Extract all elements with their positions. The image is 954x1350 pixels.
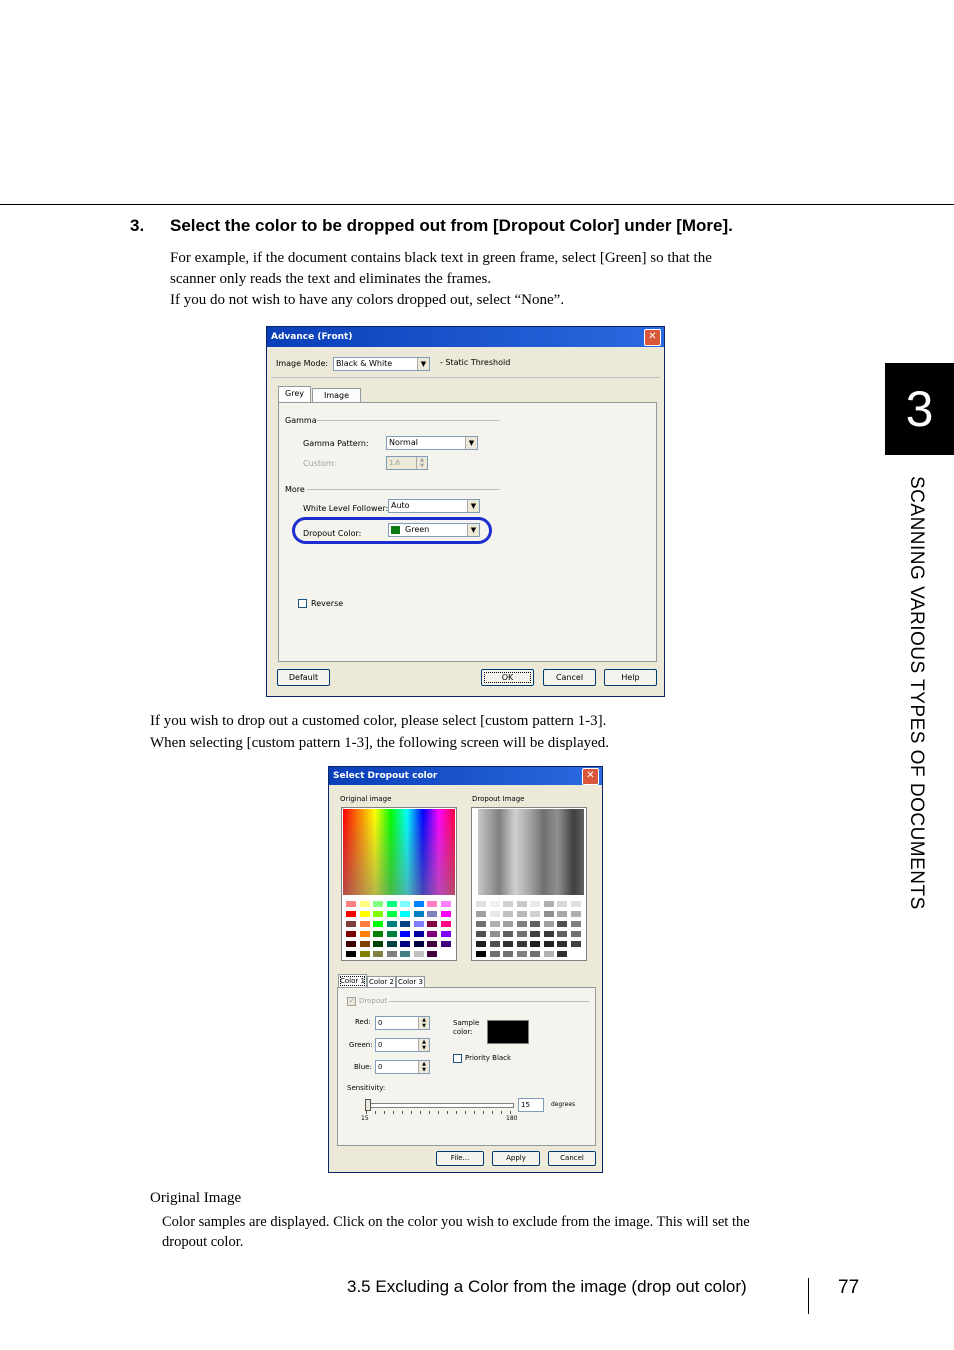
- color-swatch[interactable]: [414, 921, 424, 927]
- color-swatch[interactable]: [441, 941, 451, 947]
- color-swatch[interactable]: [414, 901, 424, 907]
- group-line: [389, 1001, 589, 1002]
- color-swatch: [557, 931, 567, 937]
- color-swatch: [557, 911, 567, 917]
- color-swatch: [544, 921, 554, 927]
- chevron-down-icon: ▼: [467, 524, 479, 536]
- color-swatch[interactable]: [346, 951, 356, 957]
- caption-line-2: dropout color.: [162, 1234, 244, 1250]
- color-swatch: [544, 901, 554, 907]
- color-swatch[interactable]: [387, 931, 397, 937]
- color-swatch[interactable]: [414, 931, 424, 937]
- advance-dialog-titlebar: Advance (Front): [267, 327, 664, 347]
- color-swatch[interactable]: [441, 921, 451, 927]
- color-swatch[interactable]: [400, 941, 410, 947]
- green-swatch-icon: [391, 526, 400, 534]
- custom-label: Custom:: [303, 459, 337, 468]
- green-label: Green:: [349, 1041, 373, 1049]
- color-swatch[interactable]: [346, 901, 356, 907]
- original-image-label: Original image: [340, 795, 392, 803]
- custom-spinner: [386, 456, 428, 470]
- color-swatch[interactable]: [373, 921, 383, 927]
- color-swatch[interactable]: [427, 931, 437, 937]
- static-threshold-text: - Static Threshold: [440, 358, 511, 367]
- chevron-down-icon: ▼: [417, 358, 429, 370]
- color-swatch[interactable]: [414, 941, 424, 947]
- ok-button[interactable]: OK: [481, 669, 534, 686]
- color-swatch: [490, 921, 500, 927]
- color-swatch: [503, 941, 513, 947]
- color-swatch[interactable]: [400, 951, 410, 957]
- color-swatch[interactable]: [427, 921, 437, 927]
- gamma-pattern-value: Normal: [389, 438, 418, 447]
- color-swatch: [557, 901, 567, 907]
- sensitivity-min: 15: [361, 1115, 369, 1122]
- color-swatch[interactable]: [400, 901, 410, 907]
- sample-color-label: Sample color:: [453, 1019, 480, 1036]
- color-swatch[interactable]: [360, 931, 370, 937]
- color-swatch: [530, 951, 540, 957]
- color-swatch[interactable]: [427, 911, 437, 917]
- color-swatch[interactable]: [441, 951, 451, 957]
- color-swatch[interactable]: [400, 921, 410, 927]
- priority-black-checkbox[interactable]: [453, 1054, 462, 1063]
- color-swatch: [571, 901, 581, 907]
- color-swatch: [571, 931, 581, 937]
- spinner-arrows-icon: ▲ ▼: [416, 457, 427, 469]
- spinner-arrows-icon[interactable]: ▲ ▼: [418, 1039, 429, 1051]
- green-spinner[interactable]: [375, 1038, 430, 1052]
- color-swatch[interactable]: [360, 951, 370, 957]
- header-rule: [0, 204, 954, 205]
- tab-color-1[interactable]: Color 1: [338, 974, 367, 988]
- color-swatch: [490, 931, 500, 937]
- color-swatch[interactable]: [414, 951, 424, 957]
- degrees-label: degrees: [551, 1101, 576, 1108]
- color-swatch: [490, 941, 500, 947]
- page-number: 77: [838, 1277, 860, 1298]
- color-sample-grid[interactable]: [343, 898, 455, 958]
- color-swatch: [517, 911, 527, 917]
- color-swatch[interactable]: [387, 901, 397, 907]
- color-swatch: [490, 901, 500, 907]
- priority-black-label: Priority Black: [465, 1054, 512, 1062]
- color-swatch: [476, 951, 486, 957]
- color-swatch: [517, 951, 527, 957]
- color-swatch: [544, 911, 554, 917]
- cancel-button[interactable]: Cancel: [543, 669, 596, 686]
- color-swatch: [571, 921, 581, 927]
- color-swatch[interactable]: [387, 921, 397, 927]
- gamma-pattern-select[interactable]: [386, 436, 478, 450]
- dropout-image-panel: [471, 807, 587, 961]
- blue-label: Blue:: [354, 1063, 372, 1071]
- help-button[interactable]: Help: [604, 669, 657, 686]
- color-swatch: [517, 931, 527, 937]
- dropout-color-value: Green: [405, 525, 430, 534]
- middle-line-2: When selecting [custom pattern 1-3], the following screen will be displayed.: [150, 735, 610, 751]
- reverse-checkbox[interactable]: [298, 599, 307, 608]
- color-swatch[interactable]: [373, 901, 383, 907]
- chevron-down-icon: ▼: [467, 500, 479, 512]
- color-swatch: [544, 941, 554, 947]
- color-swatch: [571, 951, 581, 957]
- group-line: [317, 420, 500, 421]
- spinner-arrows-icon[interactable]: ▲ ▼: [418, 1061, 429, 1073]
- tab-color-2[interactable]: Color 2: [367, 976, 396, 988]
- color-swatch: [476, 931, 486, 937]
- close-icon[interactable]: ✕: [582, 768, 599, 785]
- footer-divider: [808, 1278, 809, 1314]
- color-swatch[interactable]: [414, 911, 424, 917]
- image-mode-label: Image Mode:: [276, 359, 329, 368]
- caption-heading: Original Image: [150, 1190, 242, 1206]
- chevron-down-icon: ▼: [465, 437, 477, 449]
- color-swatch: [476, 911, 486, 917]
- color-swatch[interactable]: [441, 931, 451, 937]
- color-swatch[interactable]: [360, 911, 370, 917]
- color-swatch[interactable]: [387, 941, 397, 947]
- color-swatch[interactable]: [346, 941, 356, 947]
- intro-line-2: scanner only reads the text and eliminates the frames.: [170, 271, 492, 287]
- color-swatch: [490, 911, 500, 917]
- gamma-group-label: Gamma: [285, 416, 317, 425]
- color-swatch[interactable]: [346, 911, 356, 917]
- color-swatch: [476, 901, 486, 907]
- color-swatch[interactable]: [373, 911, 383, 917]
- color-swatch: [517, 921, 527, 927]
- color-spectrum[interactable]: [343, 809, 455, 895]
- color-swatch: [530, 931, 540, 937]
- select-dropout-dialog: [328, 766, 603, 1173]
- custom-value: 1.6: [389, 459, 401, 467]
- chapter-tab: 3: [885, 363, 954, 455]
- color-swatch: [544, 931, 554, 937]
- grey-spectrum: [478, 809, 584, 895]
- white-level-select[interactable]: [388, 499, 480, 513]
- grey-sample-grid: [473, 898, 585, 958]
- group-line: [307, 489, 500, 490]
- color-swatch: [503, 951, 513, 957]
- color-swatch: [490, 951, 500, 957]
- red-value: 0: [378, 1019, 383, 1027]
- intro-line-1: For example, if the document contains black text in green frame, select [Green] so that the: [170, 250, 712, 266]
- slider-ticks: [366, 1111, 512, 1114]
- color-swatch[interactable]: [427, 901, 437, 907]
- step-number: 3.: [130, 216, 145, 235]
- original-image-panel[interactable]: [341, 807, 457, 961]
- image-mode-select[interactable]: [333, 357, 430, 371]
- caption-line-1: Color samples are displayed. Click on the color you wish to exclude from the image. This will set the: [162, 1214, 750, 1230]
- color-swatch[interactable]: [441, 901, 451, 907]
- blue-value: 0: [378, 1063, 383, 1071]
- color-swatch: [557, 921, 567, 927]
- color-swatch: [571, 941, 581, 947]
- default-button[interactable]: Default: [277, 669, 330, 686]
- red-spinner[interactable]: [375, 1016, 430, 1030]
- image-mode-value: Black & White: [336, 359, 393, 368]
- color-swatch: [530, 911, 540, 917]
- footer-section: 3.5 Excluding a Color from the image (drop out color): [347, 1277, 747, 1296]
- dropout-checkbox: ✓: [348, 997, 355, 1005]
- dropout-color-select[interactable]: [388, 523, 480, 537]
- red-label: Red:: [355, 1018, 371, 1026]
- advance-dialog: [266, 326, 665, 697]
- color-swatch: [530, 941, 540, 947]
- dropout-check-label: Dropout: [359, 997, 388, 1005]
- color-swatch[interactable]: [360, 901, 370, 907]
- sensitivity-value: 15: [521, 1101, 530, 1109]
- tab-color-3[interactable]: Color 3: [396, 976, 425, 988]
- color-swatch[interactable]: [400, 931, 410, 937]
- color-swatch: [503, 931, 513, 937]
- color-swatch[interactable]: [346, 931, 356, 937]
- color-swatch[interactable]: [373, 941, 383, 947]
- color-swatch: [557, 951, 567, 957]
- color-swatch: [503, 921, 513, 927]
- sample-color-box: [487, 1020, 529, 1044]
- sensitivity-slider-track[interactable]: [366, 1103, 514, 1108]
- chapter-title: SCANNING VARIOUS TYPES OF DOCUMENTS: [906, 476, 927, 910]
- sensitivity-max: 180: [506, 1115, 518, 1122]
- color-swatch: [517, 901, 527, 907]
- color-swatch[interactable]: [427, 951, 437, 957]
- spinner-arrows-icon[interactable]: ▲ ▼: [418, 1017, 429, 1029]
- color-swatch[interactable]: [387, 951, 397, 957]
- color-swatch[interactable]: [373, 951, 383, 957]
- color-swatch[interactable]: [360, 941, 370, 947]
- middle-line-1: If you wish to drop out a customed color, please select [custom pattern 1-3].: [150, 713, 607, 729]
- divider: [271, 377, 660, 378]
- apply-button[interactable]: Apply: [492, 1151, 540, 1166]
- tab-image-filter[interactable]: Image: [312, 388, 361, 403]
- intro-line-3: If you do not wish to have any colors dropped out, select “None”.: [170, 292, 565, 308]
- color-swatch: [530, 921, 540, 927]
- green-value: 0: [378, 1041, 383, 1049]
- color-swatch: [503, 901, 513, 907]
- dropout-color-label: Dropout Color:: [303, 529, 362, 538]
- sensitivity-input[interactable]: [518, 1098, 544, 1112]
- color-swatch: [503, 911, 513, 917]
- color-swatch: [557, 941, 567, 947]
- dropout-image-label: Dropout Image: [472, 795, 525, 803]
- color-swatch[interactable]: [346, 921, 356, 927]
- reverse-label: Reverse: [311, 599, 344, 608]
- color-swatch[interactable]: [441, 911, 451, 917]
- color-swatch: [544, 951, 554, 957]
- color-swatch[interactable]: [373, 931, 383, 937]
- step-heading: Select the color to be dropped out from [Dropout Color] under [More].: [170, 216, 733, 235]
- cancel-button[interactable]: Cancel: [548, 1151, 596, 1166]
- color-swatch: [571, 911, 581, 917]
- gamma-pattern-label: Gamma Pattern:: [303, 439, 369, 448]
- white-level-label: White Level Follower:: [303, 504, 389, 513]
- white-level-value: Auto: [391, 501, 410, 510]
- color-swatch: [476, 921, 486, 927]
- close-icon[interactable]: ✕: [644, 329, 661, 346]
- color-swatch: [476, 941, 486, 947]
- file-button[interactable]: File...: [436, 1151, 484, 1166]
- color-swatch[interactable]: [387, 911, 397, 917]
- sensitivity-label: Sensitivity:: [347, 1084, 386, 1092]
- color-swatch: [530, 901, 540, 907]
- more-group-label: More: [285, 485, 305, 494]
- color-swatch[interactable]: [400, 911, 410, 917]
- color-swatch[interactable]: [360, 921, 370, 927]
- sensitivity-slider-thumb[interactable]: [365, 1099, 371, 1111]
- color-swatch[interactable]: [427, 941, 437, 947]
- blue-spinner[interactable]: [375, 1060, 430, 1074]
- select-dropout-titlebar: Select Dropout color: [329, 767, 602, 785]
- tab-grey[interactable]: Grey: [278, 386, 311, 403]
- color-swatch: [517, 941, 527, 947]
